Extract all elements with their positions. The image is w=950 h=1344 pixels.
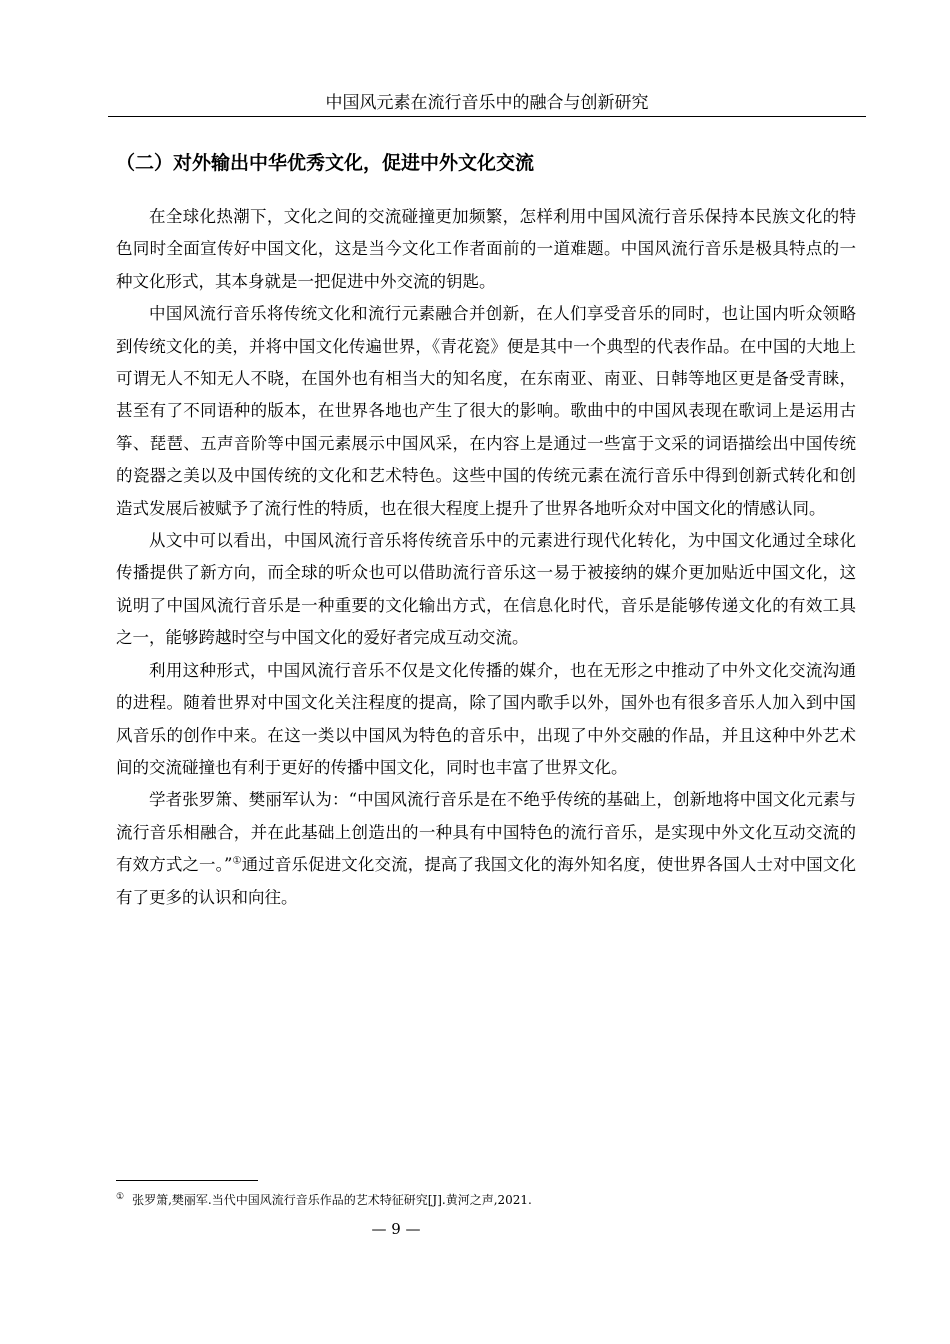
paragraph-2: 中国风流行音乐将传统文化和流行元素融合并创新，在人们享受音乐的同时，也让国内听众领略到传统文化的美，并将中国文化传遍世界，《青花瓷》便是其中一个典型的代表作品。在中国的大地上可谓无人不知无人不晓，在国外也有相当大的知名度，在东南亚、南亚、日韩等地区更是备受青睐，甚至有了不同语种的版本，在世界各地也产生了很大的影响。歌曲中的中国风表现在歌词上是运用古筝、琵琶、五声音阶等中国元素展示中国风采，在内容上是通过一些富于文采的词语描绘出中国传统的瓷器之美以及中国传统的文化和艺术特色。这些中国的传统元素在流行音乐中得到创新式转化和创造式发展后被赋予了流行性的特质，也在很大程度上提升了世界各地听众对中国文化的情感认同。 <box>116 304 856 518</box>
paragraph-4: 利用这种形式，中国风流行音乐不仅是文化传播的媒介，也在无形之中推动了中外文化交流沟通的进程。随着世界对中国文化关注程度的提高，除了国内歌手以外，国外也有很多音乐人加入到中国风音乐的创作中来。在这一类以中国风为特色的音乐中，出现了中外交融的作品，并且这种中外艺术间的交流碰撞也有利于更好的传播中国文化，同时也丰富了世界文化。 <box>116 660 856 777</box>
paragraph-5-continuation: 通过音乐促进文化交流，提高了我国文化的海外知名度，使世界各国人士对中国文化有了更多的认识和向往。 <box>116 855 857 907</box>
footnote-rule <box>116 1180 258 1181</box>
footnote <box>116 1192 532 1208</box>
header-rule <box>108 116 866 117</box>
paragraph-5-quote: 学者张罗箫、樊丽军认为：“中国风流行音乐是在不绝乎传统的基础上，创新地将中国文化元素与流行音乐相融合，并在此基础上创造出的一种具有中国特色的流行音乐，是实现中外文化互动交流的有效方式之一。” <box>116 790 856 875</box>
footnote-text: 张罗箫,樊丽军.当代中国风流行音乐作品的艺术特征研究[J].黄河之声,2021. <box>132 1193 532 1207</box>
footnote-reference[interactable]: ① <box>232 855 242 867</box>
paragraph-1: 在全球化热潮下，文化之间的交流碰撞更加频繁，怎样利用中国风流行音乐保持本民族文化的特色同时全面宣传好中国文化，这是当今文化工作者面前的一道难题。中国风流行音乐是极具特点的一种文化形式，其本身就是一把促进中外交流的钥匙。 <box>116 207 856 291</box>
paragraph-5 <box>116 784 856 914</box>
running-header: 中国风元素在流行音乐中的融合与创新研究 <box>325 93 649 113</box>
section-heading: （二）对外输出中华优秀文化，促进中外文化交流 <box>116 152 535 174</box>
body-text <box>116 201 856 914</box>
page-number: — 9 — <box>371 1220 421 1238</box>
footnote-marker: ① <box>116 1192 125 1202</box>
paragraph-3: 从文中可以看出，中国风流行音乐将传统音乐中的元素进行现代化转化，为中国文化通过全球化传播提供了新方向，而全球的听众也可以借助流行音乐这一易于被接纳的媒介更加贴近中国文化，这说明了中国风流行音乐是一种重要的文化输出方式，在信息化时代，音乐是能够传递文化的有效工具之一，能够跨越时空与中国文化的爱好者完成互动交流。 <box>116 531 856 648</box>
